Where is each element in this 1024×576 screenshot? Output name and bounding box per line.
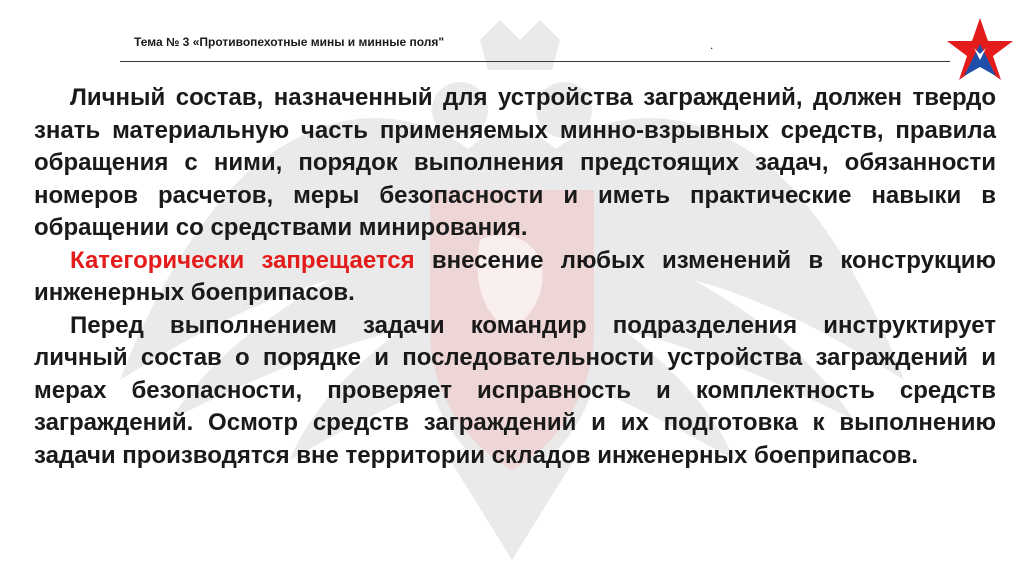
paragraph-personnel-knowledge: Личный состав, назначенный для устройства заграждений, должен твердо знать материальную часть применяемых минно-взрывных средств, правила обращения с ними, порядок выполнения предстоящих задач, обязанности номеров расчетов, меры безопасности и иметь практические навыки в обращении со средствами минирования. [34,84,996,241]
header-dot: . [710,38,714,52]
red-star-logo-icon [944,14,1016,86]
paragraph-commander-instructions: Перед выполнением задачи командир подразделения инструктирует личный состав о порядке и последовательности устройства заграждений и мерах безопасности, проверяет исправность и комплектность средств заграждений. Осмотр средств заграждений и их подготовка к выполнению задачи производятся вне территории складов инженерных боеприпасов. [34,311,996,469]
prohibition-highlight: Категорически запрещается [70,246,415,274]
header-divider [120,61,950,62]
paragraph-prohibition [34,245,996,310]
prohibition-text: внесение любых изменений в конструкцию инженерных боеприпасов. [34,246,996,306]
topic-title: Тема № 3 «Противопехотные мины и минные поля" [134,35,445,49]
slide-body-text [34,82,996,472]
